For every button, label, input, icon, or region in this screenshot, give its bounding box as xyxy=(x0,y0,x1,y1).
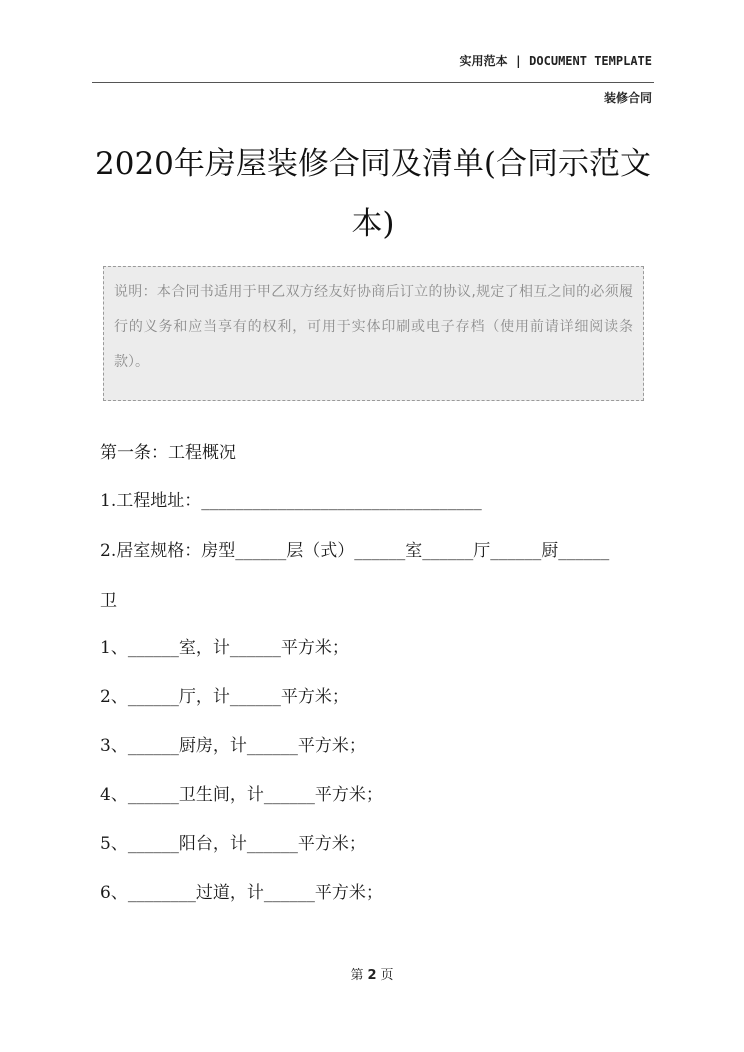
footer-suffix: 页 xyxy=(380,968,394,983)
usage-note-box xyxy=(103,266,644,401)
field-project-address: 1.工程地址：_________________________________ xyxy=(100,491,482,511)
page-footer xyxy=(0,964,744,983)
document-title: 2020年房屋装修合同及清单(合同示范文本) xyxy=(95,146,651,242)
field-room-spec-continued: 卫 xyxy=(100,591,117,611)
room-item-1: 1、______室，计______平方米； xyxy=(100,638,349,658)
usage-note-text: 说明：本合同书适用于甲乙双方经友好协商后订立的协议,规定了相互之间的必须履行的义务和应当享有的权利，可用于实体印刷或电子存档（使用前请详细阅读条款）。 xyxy=(114,284,633,370)
header-document-type: 装修合同 xyxy=(603,91,652,105)
room-item-4: 4、______卫生间，计______平方米； xyxy=(100,785,383,805)
section-heading-1: 第一条：工程概况 xyxy=(100,443,236,463)
header-divider xyxy=(92,82,654,83)
room-item-3: 3、______厨房，计______平方米； xyxy=(100,736,366,756)
page-number: 2 xyxy=(367,968,377,983)
footer-prefix: 第 xyxy=(350,968,364,983)
header-category-label: 实用范本 | DOCUMENT TEMPLATE xyxy=(459,54,652,68)
room-item-5: 5、______阳台，计______平方米； xyxy=(100,834,366,854)
field-room-spec: 2.居室规格：房型______层（式）______室______厅______厨______ xyxy=(100,541,610,561)
room-item-6: 6、________过道，计______平方米； xyxy=(100,883,383,903)
room-item-2: 2、______厅，计______平方米； xyxy=(100,687,349,707)
